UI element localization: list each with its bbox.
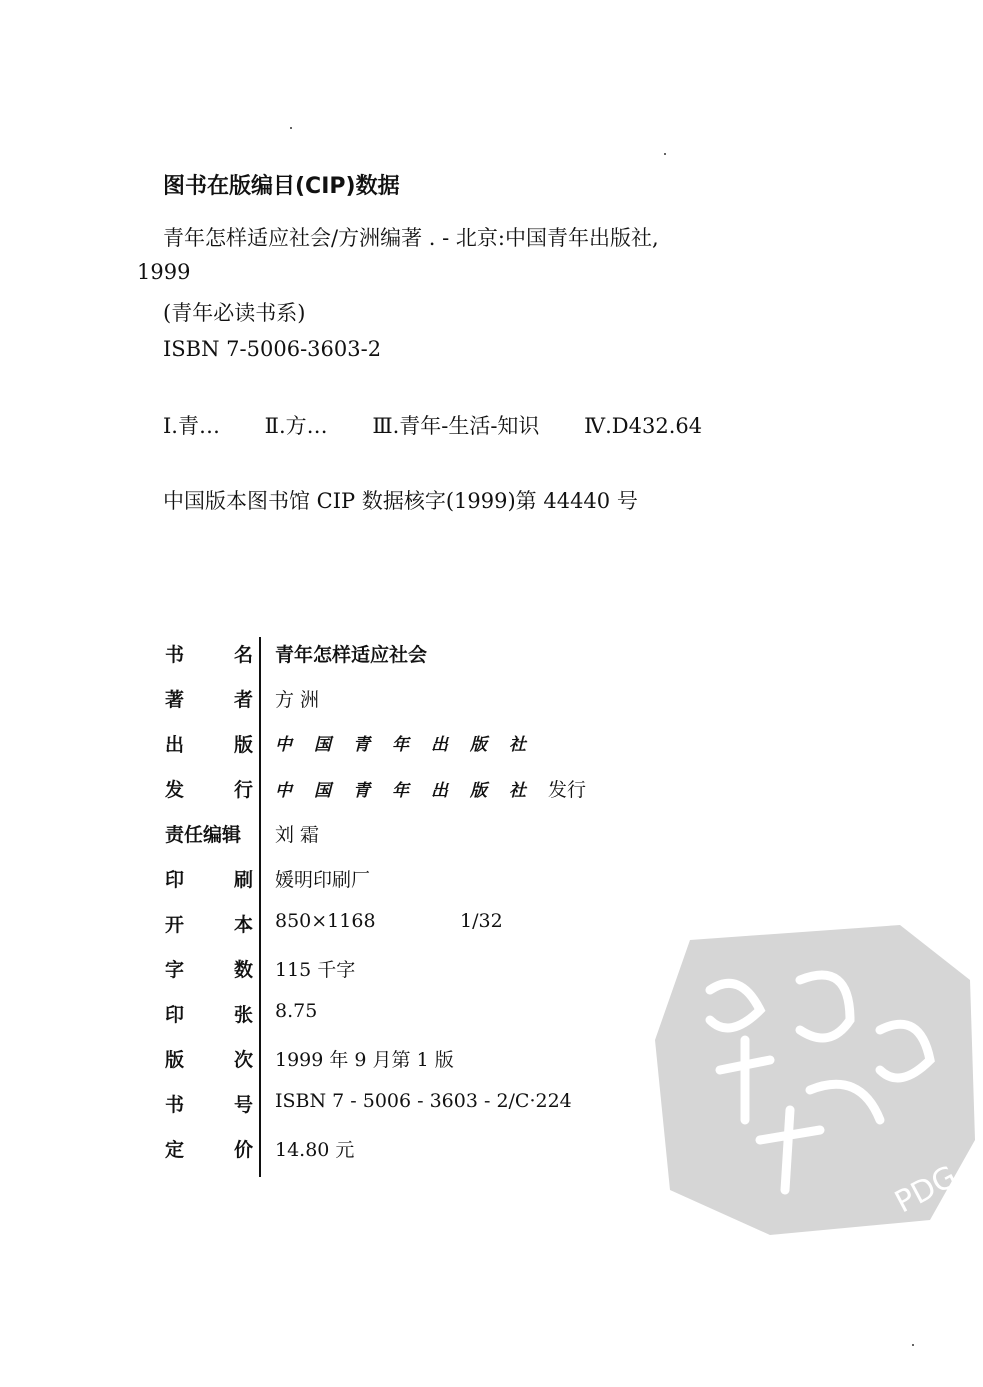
row-value: 850×1168: [275, 910, 376, 932]
format-fraction: 1/32: [460, 910, 503, 932]
row-value: ISBN 7 - 5006 - 3603 - 2/C·224: [275, 1090, 572, 1112]
copyright-divider: [259, 637, 261, 1177]
row-label: 印 刷: [165, 869, 253, 891]
row-label: 定 价: [165, 1139, 253, 1161]
cip-check-number: 中国版本图书馆 CIP 数据核字(1999)第 44440 号: [163, 489, 638, 513]
publisher-seal-text: 中国青年出版社: [275, 781, 548, 801]
seal-pdg-text: PDG: [889, 1159, 963, 1221]
row-value: 14.80 元: [275, 1139, 355, 1161]
row-value: 115 千字: [275, 959, 356, 981]
row-label: 书 名: [165, 644, 253, 666]
distribution-suffix: 发行: [548, 779, 587, 801]
cip-series-line: (青年必读书系): [163, 301, 306, 325]
row-label: 字 数: [165, 959, 253, 981]
row-label: 书 号: [165, 1094, 253, 1116]
row-label: 出 版: [165, 734, 253, 756]
cip-heading: 图书在版编目(CIP)数据: [163, 174, 400, 199]
row-value: 方 洲: [275, 689, 320, 711]
row-value: [275, 775, 586, 802]
cip-year-line: 1999: [137, 260, 191, 284]
classification-item: Ⅲ.青年-生活-知识: [372, 414, 540, 438]
cip-classification: [163, 410, 702, 440]
row-value: 青年怎样适应社会: [275, 644, 428, 666]
row-label: 版 次: [165, 1049, 253, 1071]
classification-item: Ⅳ.D432.64: [584, 414, 703, 438]
row-label: 发 行: [165, 779, 253, 801]
row-value: 刘 霜: [275, 824, 320, 846]
row-label: 印 张: [165, 1004, 253, 1026]
row-label: 著 者: [165, 689, 253, 711]
classification-item: Ⅱ.方…: [264, 414, 328, 438]
row-value: 媛明印刷厂: [275, 869, 371, 891]
row-label: 开 本: [165, 914, 253, 936]
row-value: 1999 年 9 月第 1 版: [275, 1049, 454, 1071]
row-label: 责任编辑: [165, 824, 242, 846]
classification-item: Ⅰ.青…: [163, 414, 220, 438]
publisher-seal-text: 中国青年出版社: [275, 735, 548, 755]
cip-isbn-line: ISBN 7-5006-3603-2: [163, 337, 382, 361]
row-value: 8.75: [275, 1000, 318, 1022]
seal-watermark-icon: [650, 920, 980, 1240]
cip-title-line: 青年怎样适应社会/方洲编著 . - 北京:中国青年出版社,: [163, 226, 659, 250]
